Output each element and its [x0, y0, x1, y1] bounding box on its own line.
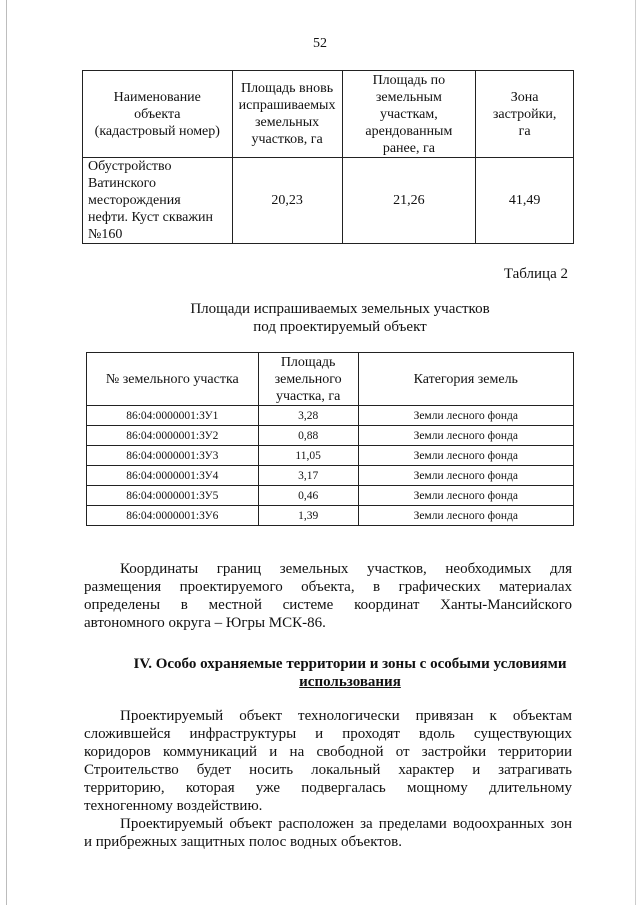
table-row [87, 446, 574, 466]
land-category-cell: Земли лесного фонда [358, 406, 573, 426]
table-row [87, 406, 574, 426]
table-header-row [87, 353, 574, 406]
table-row [87, 426, 574, 446]
parcel-number-cell: 86:04:0000001:ЗУ2 [87, 426, 259, 446]
land-category-cell: Земли лесного фонда [358, 486, 573, 506]
parcel-area-cell: 1,39 [258, 506, 358, 526]
table-header-row [83, 71, 574, 158]
land-parcels-table [86, 352, 574, 526]
parcel-number-cell: 86:04:0000001:ЗУ6 [87, 506, 259, 526]
object-name-cell: Обустройство Ватинского месторождения нефти. Куст скважин №160 [83, 158, 233, 244]
header-land-category: Категория земель [358, 353, 573, 406]
parcel-number-cell: 86:04:0000001:ЗУ4 [87, 466, 259, 486]
parcel-area-cell: 3,17 [258, 466, 358, 486]
header-parcel-number: № земельного участка [87, 353, 259, 406]
parcel-area-cell: 0,46 [258, 486, 358, 506]
leased-area-cell: 21,26 [342, 158, 476, 244]
scan-edge-left [6, 0, 7, 905]
header-new-area: Площадь вновь испрашиваемых земельных участков, га [232, 71, 342, 158]
table-caption: Таблица 2 [503, 266, 568, 282]
header-zone: Зона застройки, га [476, 71, 574, 158]
coordinates-paragraph: Координаты границ земельных участков, необходимых для размещения проектируемого объекта, в графических материалах определены в местной системе координат Ханты-Мансийского автономного округа – Югры МСК-86. [84, 561, 572, 631]
land-category-cell: Земли лесного фонда [358, 466, 573, 486]
header-object-name: Наименование объекта (кадастровый номер) [83, 71, 233, 158]
zone-cell: 41,49 [476, 158, 574, 244]
water-paragraph: Проектируемый объект расположен за пределами водоохранных зон и прибрежных защитных полос водных объектов. [84, 816, 572, 850]
parcel-number-cell: 86:04:0000001:ЗУ5 [87, 486, 259, 506]
land-area-summary-table [82, 70, 574, 244]
table-title: Площади испрашиваемых земельных участков под проектируемый объект [190, 301, 490, 335]
tech-paragraph: Проектируемый объект технологически привязан к объектам сложившейся инфраструктуры и проходят вдоль существующих коридоров коммуникаций и на свободной от застройки территории Строительство будет носить локальный характер и затрагивать территорию, которая уже подвергалась мощному длительному техногенному воздействию. [84, 708, 572, 814]
parcel-area-cell: 0,88 [258, 426, 358, 446]
header-leased-area: Площадь по земельным участкам, арендованным ранее, га [342, 71, 476, 158]
parcel-number-cell: 86:04:0000001:ЗУ1 [87, 406, 259, 426]
table-row [87, 486, 574, 506]
section-heading: IV. Особо охраняемые территории и зоны с особыми условиями использования [133, 656, 567, 690]
header-parcel-area: Площадь земельного участка, га [258, 353, 358, 406]
new-area-cell: 20,23 [232, 158, 342, 244]
land-category-cell: Земли лесного фонда [358, 506, 573, 526]
land-category-cell: Земли лесного фонда [358, 446, 573, 466]
parcel-area-cell: 11,05 [258, 446, 358, 466]
table-row [83, 158, 574, 244]
table-row [87, 466, 574, 486]
page-number: 52 [313, 36, 327, 51]
parcel-number-cell: 86:04:0000001:ЗУ3 [87, 446, 259, 466]
table-row [87, 506, 574, 526]
land-category-cell: Земли лесного фонда [358, 426, 573, 446]
scan-edge-right [635, 0, 636, 905]
parcel-area-cell: 3,28 [258, 406, 358, 426]
